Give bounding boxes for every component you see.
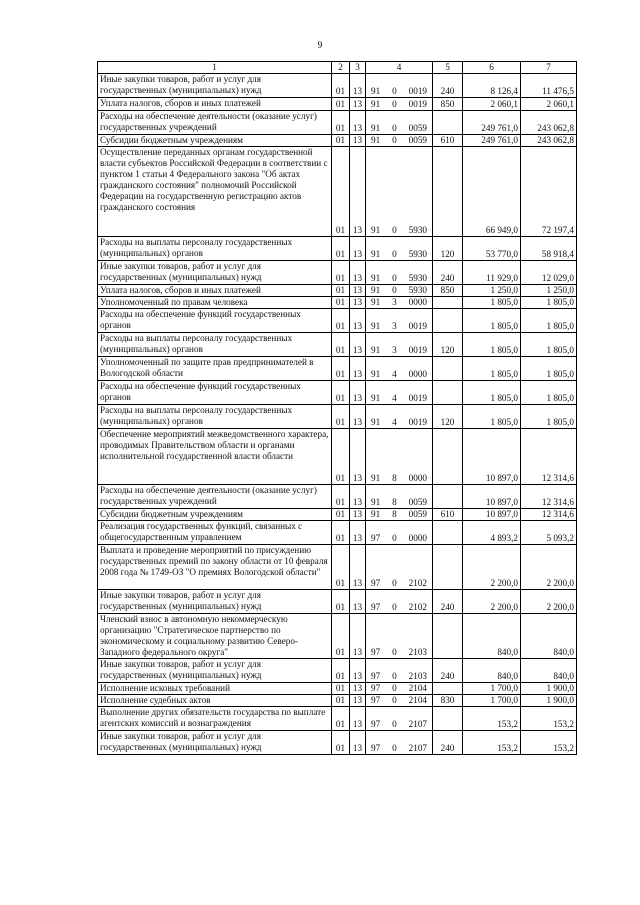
section-code: 01	[332, 285, 350, 297]
table-row	[98, 521, 577, 545]
article-code-part: 2103	[408, 647, 427, 657]
amount-year-2: 11 476,5	[521, 74, 577, 98]
section-code: 01	[332, 261, 350, 285]
table-row	[98, 509, 577, 521]
article-code-part: 2107	[408, 719, 427, 729]
subsection-code: 13	[350, 545, 366, 590]
article-code-part: 91	[371, 135, 381, 145]
target-article-code	[366, 429, 433, 485]
section-code: 01	[332, 614, 350, 659]
section-code: 01	[332, 429, 350, 485]
subsection-code: 13	[350, 485, 366, 509]
expense-type-code: 120	[433, 333, 463, 357]
amount-year-2: 153,2	[521, 707, 577, 731]
amount-year-2: 12 314,6	[521, 485, 577, 509]
article-code-part: 8	[392, 473, 397, 483]
article-code-part: 0	[392, 99, 397, 109]
amount-year-1: 249 761,0	[463, 135, 521, 147]
expense-type-code	[433, 707, 463, 731]
amount-year-2: 840,0	[521, 659, 577, 683]
article-code-part: 0019	[408, 321, 427, 331]
expense-type-code: 240	[433, 731, 463, 755]
article-code-part: 2104	[408, 683, 427, 693]
column-header: 6	[463, 62, 521, 74]
amount-year-2: 5 093,2	[521, 521, 577, 545]
target-article-code	[366, 545, 433, 590]
article-code-part: 91	[371, 273, 381, 283]
target-article-code	[366, 333, 433, 357]
amount-year-2: 2 060,1	[521, 98, 577, 111]
article-code-part: 4	[392, 369, 397, 379]
target-article-code	[366, 590, 433, 614]
section-code: 01	[332, 147, 350, 237]
article-code-part: 91	[371, 86, 381, 96]
amount-year-1: 66 949,0	[463, 147, 521, 237]
table-row	[98, 731, 577, 755]
amount-year-2: 2 200,0	[521, 590, 577, 614]
section-code: 01	[332, 333, 350, 357]
article-code-part: 0059	[408, 509, 427, 519]
page-number: 9	[317, 40, 323, 50]
table-body	[98, 74, 577, 755]
article-code-part: 0	[392, 683, 397, 693]
subsection-code: 13	[350, 357, 366, 381]
amount-year-1: 1 700,0	[463, 695, 521, 707]
section-code: 01	[332, 237, 350, 261]
target-article-code	[366, 614, 433, 659]
target-article-code	[366, 521, 433, 545]
amount-year-2: 1 900,0	[521, 683, 577, 695]
target-article-code	[366, 509, 433, 521]
target-article-code	[366, 405, 433, 429]
amount-year-1: 2 200,0	[463, 545, 521, 590]
article-code-part: 97	[371, 683, 381, 693]
article-code-part: 0	[392, 671, 397, 681]
section-code: 01	[332, 545, 350, 590]
subsection-code: 13	[350, 261, 366, 285]
section-code: 01	[332, 381, 350, 405]
row-name: Расходы на обеспечение деятельности (оказание услуг) государственных учреждений	[98, 485, 332, 509]
article-code-part: 0000	[408, 297, 427, 307]
table-row	[98, 590, 577, 614]
article-code-part: 8	[392, 509, 397, 519]
section-code: 01	[332, 74, 350, 98]
amount-year-1: 2 200,0	[463, 590, 521, 614]
article-code-part: 91	[371, 417, 381, 427]
article-code-part: 91	[371, 123, 381, 133]
article-code-part: 8	[392, 497, 397, 507]
amount-year-1: 4 893,2	[463, 521, 521, 545]
article-code-part: 0000	[408, 473, 427, 483]
subsection-code: 13	[350, 381, 366, 405]
amount-year-2: 153,2	[521, 731, 577, 755]
subsection-code: 13	[350, 285, 366, 297]
amount-year-1: 840,0	[463, 659, 521, 683]
amount-year-2: 840,0	[521, 614, 577, 659]
amount-year-1: 153,2	[463, 731, 521, 755]
article-code-part: 91	[371, 249, 381, 259]
table-row	[98, 261, 577, 285]
article-code-part: 97	[371, 602, 381, 612]
article-code-part: 91	[371, 225, 381, 235]
article-code-part: 97	[371, 743, 381, 753]
target-article-code	[366, 707, 433, 731]
amount-year-1: 153,2	[463, 707, 521, 731]
row-name: Членский взнос в автономную некоммерческую организацию "Стратегическое партнерство по экономическому и социальному развитию Северо-Западного федерального округа"	[98, 614, 332, 659]
row-name: Расходы на выплаты персоналу государственных (муниципальных) органов	[98, 405, 332, 429]
expense-type-code: 240	[433, 261, 463, 285]
expense-type-code: 120	[433, 237, 463, 261]
section-code: 01	[332, 659, 350, 683]
table-row	[98, 695, 577, 707]
amount-year-2: 1 250,0	[521, 285, 577, 297]
table-row	[98, 135, 577, 147]
article-code-part: 0019	[408, 345, 427, 355]
article-code-part: 0000	[408, 533, 427, 543]
amount-year-1: 1 805,0	[463, 405, 521, 429]
article-code-part: 0	[392, 743, 397, 753]
article-code-part: 2104	[408, 695, 427, 705]
row-name: Субсидии бюджетным учреждениям	[98, 509, 332, 521]
expense-type-code	[433, 614, 463, 659]
article-code-part: 0	[392, 86, 397, 96]
article-code-part: 2107	[408, 743, 427, 753]
subsection-code: 13	[350, 707, 366, 731]
row-name: Иные закупки товаров, работ и услуг для государственных (муниципальных) нужд	[98, 731, 332, 755]
amount-year-1: 11 929,0	[463, 261, 521, 285]
article-code-part: 4	[392, 417, 397, 427]
target-article-code	[366, 695, 433, 707]
expense-type-code: 850	[433, 98, 463, 111]
subsection-code: 13	[350, 590, 366, 614]
section-code: 01	[332, 707, 350, 731]
section-code: 01	[332, 683, 350, 695]
budget-table	[97, 61, 577, 755]
row-name: Расходы на выплаты персоналу государственных (муниципальных) органов	[98, 333, 332, 357]
table-row	[98, 309, 577, 333]
subsection-code: 13	[350, 297, 366, 309]
column-header: 2	[332, 62, 350, 74]
amount-year-2: 1 805,0	[521, 297, 577, 309]
expense-type-code: 240	[433, 590, 463, 614]
row-name: Исполнение судебных актов	[98, 695, 332, 707]
article-code-part: 0	[392, 135, 397, 145]
amount-year-1: 2 060,1	[463, 98, 521, 111]
article-code-part: 0000	[408, 369, 427, 379]
subsection-code: 13	[350, 237, 366, 261]
target-article-code	[366, 135, 433, 147]
amount-year-2: 2 200,0	[521, 545, 577, 590]
article-code-part: 0059	[408, 123, 427, 133]
amount-year-1: 249 761,0	[463, 111, 521, 135]
expense-type-code: 240	[433, 659, 463, 683]
subsection-code: 13	[350, 135, 366, 147]
article-code-part: 5930	[408, 273, 427, 283]
article-code-part: 0	[392, 533, 397, 543]
row-name: Выполнение других обязательств государства по выплате агентских комиссий и вознаграждения	[98, 707, 332, 731]
amount-year-2: 1 805,0	[521, 405, 577, 429]
amount-year-1: 1 805,0	[463, 309, 521, 333]
target-article-code	[366, 485, 433, 509]
article-code-part: 0059	[408, 497, 427, 507]
amount-year-2: 72 197,4	[521, 147, 577, 237]
article-code-part: 97	[371, 695, 381, 705]
article-code-part: 0	[392, 225, 397, 235]
expense-type-code: 610	[433, 509, 463, 521]
target-article-code	[366, 111, 433, 135]
table-row	[98, 111, 577, 135]
section-code: 01	[332, 695, 350, 707]
target-article-code	[366, 297, 433, 309]
amount-year-2: 243 062,8	[521, 111, 577, 135]
amount-year-2: 1 805,0	[521, 333, 577, 357]
target-article-code	[366, 683, 433, 695]
row-name: Иные закупки товаров, работ и услуг для государственных (муниципальных) нужд	[98, 261, 332, 285]
amount-year-2: 1 900,0	[521, 695, 577, 707]
section-code: 01	[332, 590, 350, 614]
section-code: 01	[332, 111, 350, 135]
section-code: 01	[332, 297, 350, 309]
article-code-part: 0	[392, 719, 397, 729]
row-name: Уполномоченный по правам человека	[98, 297, 332, 309]
article-code-part: 5930	[408, 285, 427, 295]
column-header: 5	[433, 62, 463, 74]
article-code-part: 91	[371, 99, 381, 109]
article-code-part: 3	[392, 345, 397, 355]
expense-type-code: 850	[433, 285, 463, 297]
subsection-code: 13	[350, 111, 366, 135]
table-row	[98, 74, 577, 98]
expense-type-code	[433, 485, 463, 509]
article-code-part: 0019	[408, 99, 427, 109]
subsection-code: 13	[350, 683, 366, 695]
column-header: 4	[366, 62, 433, 74]
subsection-code: 13	[350, 98, 366, 111]
article-code-part: 91	[371, 369, 381, 379]
row-name: Расходы на обеспечение функций государственных органов	[98, 309, 332, 333]
amount-year-2: 12 029,0	[521, 261, 577, 285]
article-code-part: 97	[371, 671, 381, 681]
article-code-part: 91	[371, 509, 381, 519]
row-name: Выплата и проведение мероприятий по присуждению государственных премий по закону области от 10 февраля 2008 года № 1749-ОЗ "О премиях Вологодской области"	[98, 545, 332, 590]
expense-type-code: 240	[433, 74, 463, 98]
article-code-part: 0	[392, 695, 397, 705]
expense-type-code: 610	[433, 135, 463, 147]
amount-year-1: 840,0	[463, 614, 521, 659]
expense-type-code: 120	[433, 405, 463, 429]
article-code-part: 2102	[408, 602, 427, 612]
article-code-part: 0	[392, 249, 397, 259]
expense-type-code	[433, 297, 463, 309]
expense-type-code	[433, 545, 463, 590]
subsection-code: 13	[350, 429, 366, 485]
amount-year-1: 10 897,0	[463, 509, 521, 521]
article-code-part: 0	[392, 647, 397, 657]
article-code-part: 0	[392, 578, 397, 588]
subsection-code: 13	[350, 521, 366, 545]
article-code-part: 91	[371, 393, 381, 403]
row-name: Исполнение исковых требований	[98, 683, 332, 695]
row-name: Реализация государственных функций, связанных с общегосударственным управлением	[98, 521, 332, 545]
article-code-part: 5930	[408, 225, 427, 235]
row-name: Расходы на обеспечение функций государственных органов	[98, 381, 332, 405]
section-code: 01	[332, 309, 350, 333]
expense-type-code	[433, 309, 463, 333]
row-name: Иные закупки товаров, работ и услуг для государственных (муниципальных) нужд	[98, 74, 332, 98]
amount-year-1: 1 805,0	[463, 381, 521, 405]
expense-type-code	[433, 111, 463, 135]
amount-year-1: 1 805,0	[463, 357, 521, 381]
article-code-part: 97	[371, 533, 381, 543]
table-row	[98, 614, 577, 659]
row-name: Осуществление переданных органам государственной власти субъектов Российской Федерации в соответствии с пунктом 1 статьи 4 Федерального закона "Об актах гражданского состояния" полномочий Российской Федерации на государственную регистрацию актов гражданского состояния	[98, 147, 332, 237]
amount-year-2: 1 805,0	[521, 357, 577, 381]
expense-type-code	[433, 381, 463, 405]
row-name: Обеспечение мероприятий межведомственного характера, проводимых Правительством области и органами исполнительной государственной власти области	[98, 429, 332, 485]
amount-year-1: 8 126,4	[463, 74, 521, 98]
target-article-code	[366, 98, 433, 111]
target-article-code	[366, 357, 433, 381]
row-name: Уполномоченный по защите прав предпринимателей в Вологодской области	[98, 357, 332, 381]
section-code: 01	[332, 135, 350, 147]
target-article-code	[366, 309, 433, 333]
table-row	[98, 485, 577, 509]
row-name: Субсидии бюджетным учреждениям	[98, 135, 332, 147]
target-article-code	[366, 261, 433, 285]
subsection-code: 13	[350, 614, 366, 659]
table-row	[98, 333, 577, 357]
row-name: Уплата налогов, сборов и иных платежей	[98, 98, 332, 111]
row-name: Уплата налогов, сборов и иных платежей	[98, 285, 332, 297]
table-row	[98, 707, 577, 731]
section-code: 01	[332, 357, 350, 381]
expense-type-code	[433, 147, 463, 237]
column-header: 7	[521, 62, 577, 74]
section-code: 01	[332, 521, 350, 545]
expense-type-code	[433, 683, 463, 695]
article-code-part: 0	[392, 602, 397, 612]
section-code: 01	[332, 485, 350, 509]
table-row	[98, 545, 577, 590]
amount-year-1: 1 700,0	[463, 683, 521, 695]
article-code-part: 0	[392, 285, 397, 295]
table-row	[98, 381, 577, 405]
article-code-part: 91	[371, 297, 381, 307]
target-article-code	[366, 659, 433, 683]
section-code: 01	[332, 731, 350, 755]
target-article-code	[366, 74, 433, 98]
table-row	[98, 429, 577, 485]
table-row	[98, 147, 577, 237]
article-code-part: 91	[371, 285, 381, 295]
article-code-part: 91	[371, 473, 381, 483]
article-code-part: 3	[392, 321, 397, 331]
section-code: 01	[332, 509, 350, 521]
section-code: 01	[332, 98, 350, 111]
amount-year-2: 12 314,6	[521, 509, 577, 521]
expense-type-code	[433, 429, 463, 485]
subsection-code: 13	[350, 509, 366, 521]
table-row	[98, 683, 577, 695]
table-row	[98, 285, 577, 297]
subsection-code: 13	[350, 659, 366, 683]
article-code-part: 0019	[408, 417, 427, 427]
row-name: Расходы на обеспечение деятельности (оказание услуг) государственных учреждений	[98, 111, 332, 135]
column-header: 3	[350, 62, 366, 74]
amount-year-1: 53 770,0	[463, 237, 521, 261]
target-article-code	[366, 285, 433, 297]
amount-year-1: 1 250,0	[463, 285, 521, 297]
article-code-part: 2103	[408, 671, 427, 681]
expense-type-code	[433, 521, 463, 545]
subsection-code: 13	[350, 731, 366, 755]
subsection-code: 13	[350, 333, 366, 357]
subsection-code: 13	[350, 74, 366, 98]
table-row	[98, 659, 577, 683]
target-article-code	[366, 147, 433, 237]
row-name: Иные закупки товаров, работ и услуг для государственных (муниципальных) нужд	[98, 590, 332, 614]
table-row	[98, 405, 577, 429]
amount-year-1: 10 897,0	[463, 429, 521, 485]
table-row	[98, 98, 577, 111]
row-name: Расходы на выплаты персоналу государственных (муниципальных) органов	[98, 237, 332, 261]
article-code-part: 0019	[408, 393, 427, 403]
table-row	[98, 357, 577, 381]
subsection-code: 13	[350, 309, 366, 333]
section-code: 01	[332, 405, 350, 429]
target-article-code	[366, 237, 433, 261]
article-code-part: 97	[371, 647, 381, 657]
article-code-part: 0	[392, 273, 397, 283]
expense-type-code	[433, 357, 463, 381]
subsection-code: 13	[350, 695, 366, 707]
article-code-part: 3	[392, 297, 397, 307]
amount-year-2: 12 314,6	[521, 429, 577, 485]
amount-year-2: 243 062,8	[521, 135, 577, 147]
article-code-part: 0059	[408, 135, 427, 145]
target-article-code	[366, 381, 433, 405]
amount-year-2: 58 918,4	[521, 237, 577, 261]
article-code-part: 2102	[408, 578, 427, 588]
article-code-part: 91	[371, 345, 381, 355]
table-row	[98, 237, 577, 261]
target-article-code	[366, 731, 433, 755]
subsection-code: 13	[350, 405, 366, 429]
column-header: 1	[98, 62, 332, 74]
row-name: Иные закупки товаров, работ и услуг для государственных (муниципальных) нужд	[98, 659, 332, 683]
article-code-part: 4	[392, 393, 397, 403]
table-row	[98, 297, 577, 309]
amount-year-1: 1 805,0	[463, 333, 521, 357]
article-code-part: 91	[371, 497, 381, 507]
amount-year-1: 10 897,0	[463, 485, 521, 509]
article-code-part: 0019	[408, 86, 427, 96]
expense-type-code: 830	[433, 695, 463, 707]
amount-year-2: 1 805,0	[521, 309, 577, 333]
subsection-code: 13	[350, 147, 366, 237]
article-code-part: 97	[371, 578, 381, 588]
article-code-part: 97	[371, 719, 381, 729]
article-code-part: 91	[371, 321, 381, 331]
article-code-part: 0	[392, 123, 397, 133]
article-code-part: 5930	[408, 249, 427, 259]
header-row	[98, 62, 577, 74]
amount-year-1: 1 805,0	[463, 297, 521, 309]
amount-year-2: 1 805,0	[521, 381, 577, 405]
